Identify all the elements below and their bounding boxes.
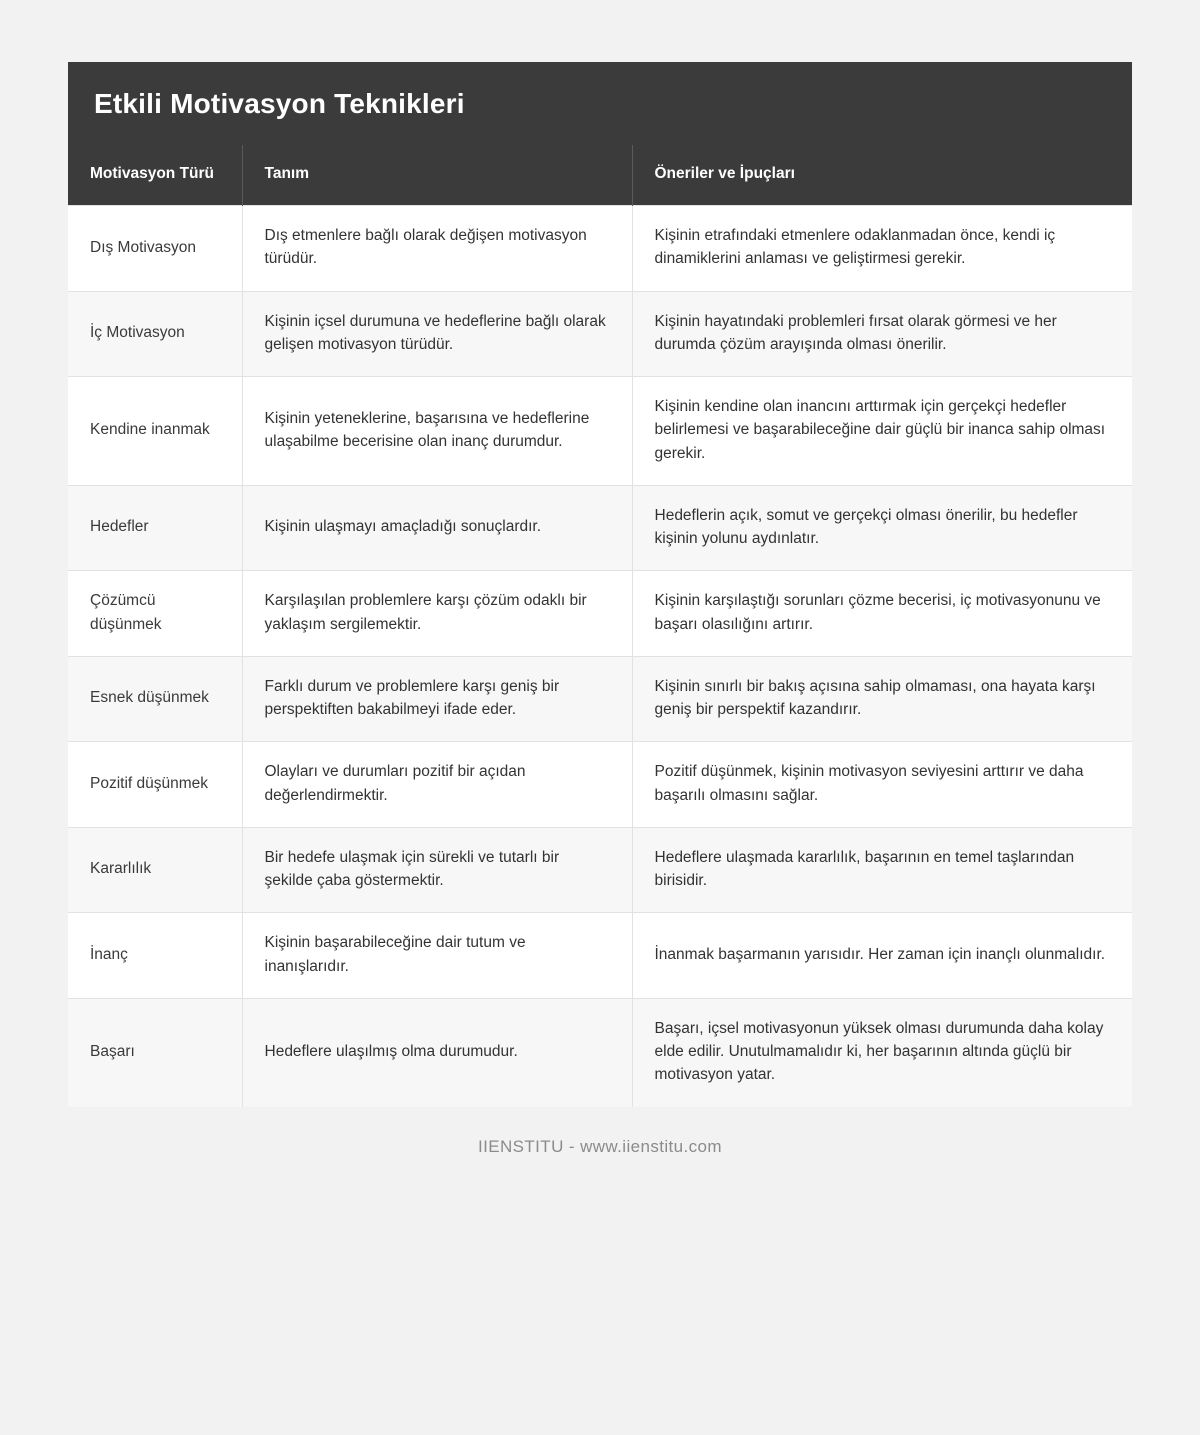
cell-tips: İnanmak başarmanın yarısıdır. Her zaman için inançlı olunmalıdır.	[632, 913, 1132, 999]
cell-tips: Başarı, içsel motivasyonun yüksek olması durumunda daha kolay elde edilir. Unutulmamalıdır ki, her başarının altında güçlü bir motivasyon yatar.	[632, 998, 1132, 1106]
cell-definition: Karşılaşılan problemlere karşı çözüm odaklı bir yaklaşım sergilemektir.	[242, 571, 632, 657]
motivation-techniques-table	[68, 145, 1132, 1107]
cell-tips: Kişinin etrafındaki etmenlere odaklanmadan önce, kendi iç dinamiklerini anlaması ve geliştirmesi gerekir.	[632, 206, 1132, 292]
page-title: Etkili Motivasyon Teknikleri	[94, 87, 465, 119]
table-row	[68, 485, 1132, 571]
table-header-row	[68, 145, 1132, 206]
footer-credit: IIENSTITU - www.iienstitu.com	[478, 1136, 722, 1156]
cell-type: Hedefler	[68, 485, 242, 571]
cell-definition: Kişinin başarabileceğine dair tutum ve inanışlarıdır.	[242, 913, 632, 999]
cell-definition: Hedeflere ulaşılmış olma durumudur.	[242, 998, 632, 1106]
cell-definition: Olayları ve durumları pozitif bir açıdan değerlendirmektir.	[242, 742, 632, 828]
cell-definition: Bir hedefe ulaşmak için sürekli ve tutarlı bir şekilde çaba göstermektir.	[242, 827, 632, 913]
table-row	[68, 571, 1132, 657]
cell-tips: Pozitif düşünmek, kişinin motivasyon seviyesini arttırır ve daha başarılı olmasını sağlar.	[632, 742, 1132, 828]
column-header-type: Motivasyon Türü	[68, 145, 242, 206]
cell-definition: Kişinin ulaşmayı amaçladığı sonuçlardır.	[242, 485, 632, 571]
cell-tips: Kişinin kendine olan inancını arttırmak için gerçekçi hedefler belirlemesi ve başarabileceğine dair güçlü bir inanca sahip olması gerekir.	[632, 377, 1132, 486]
cell-definition: Kişinin içsel durumuna ve hedeflerine bağlı olarak gelişen motivasyon türüdür.	[242, 291, 632, 377]
table-card	[68, 62, 1132, 1107]
cell-tips: Kişinin sınırlı bir bakış açısına sahip olmaması, ona hayata karşı geniş bir perspektif kazandırır.	[632, 656, 1132, 742]
cell-type: İç Motivasyon	[68, 291, 242, 377]
column-header-tips: Öneriler ve İpuçları	[632, 145, 1132, 206]
cell-type: Kararlılık	[68, 827, 242, 913]
table-row	[68, 913, 1132, 999]
cell-definition: Farklı durum ve problemlere karşı geniş bir perspektiften bakabilmeyi ifade eder.	[242, 656, 632, 742]
cell-type: Çözümcü düşünmek	[68, 571, 242, 657]
table-row	[68, 742, 1132, 828]
table-header	[68, 145, 1132, 206]
table-row	[68, 206, 1132, 292]
cell-type: İnanç	[68, 913, 242, 999]
table-row	[68, 656, 1132, 742]
table-row	[68, 291, 1132, 377]
table-row	[68, 998, 1132, 1106]
table-body	[68, 206, 1132, 1107]
title-bar	[68, 62, 1132, 145]
cell-type: Dış Motivasyon	[68, 206, 242, 292]
cell-type: Esnek düşünmek	[68, 656, 242, 742]
column-header-definition: Tanım	[242, 145, 632, 206]
cell-definition: Kişinin yeteneklerine, başarısına ve hedeflerine ulaşabilme becerisine olan inanç durumdur.	[242, 377, 632, 486]
table-row	[68, 377, 1132, 486]
cell-tips: Kişinin hayatındaki problemleri fırsat olarak görmesi ve her durumda çözüm arayışında olması önerilir.	[632, 291, 1132, 377]
cell-type: Pozitif düşünmek	[68, 742, 242, 828]
table-row	[68, 827, 1132, 913]
cell-type: Başarı	[68, 998, 242, 1106]
cell-type: Kendine inanmak	[68, 377, 242, 486]
cell-definition: Dış etmenlere bağlı olarak değişen motivasyon türüdür.	[242, 206, 632, 292]
cell-tips: Hedeflere ulaşmada kararlılık, başarının en temel taşlarından birisidir.	[632, 827, 1132, 913]
cell-tips: Kişinin karşılaştığı sorunları çözme becerisi, iç motivasyonunu ve başarı olasılığını artırır.	[632, 571, 1132, 657]
cell-tips: Hedeflerin açık, somut ve gerçekçi olması önerilir, bu hedefler kişinin yolunu aydınlatır.	[632, 485, 1132, 571]
